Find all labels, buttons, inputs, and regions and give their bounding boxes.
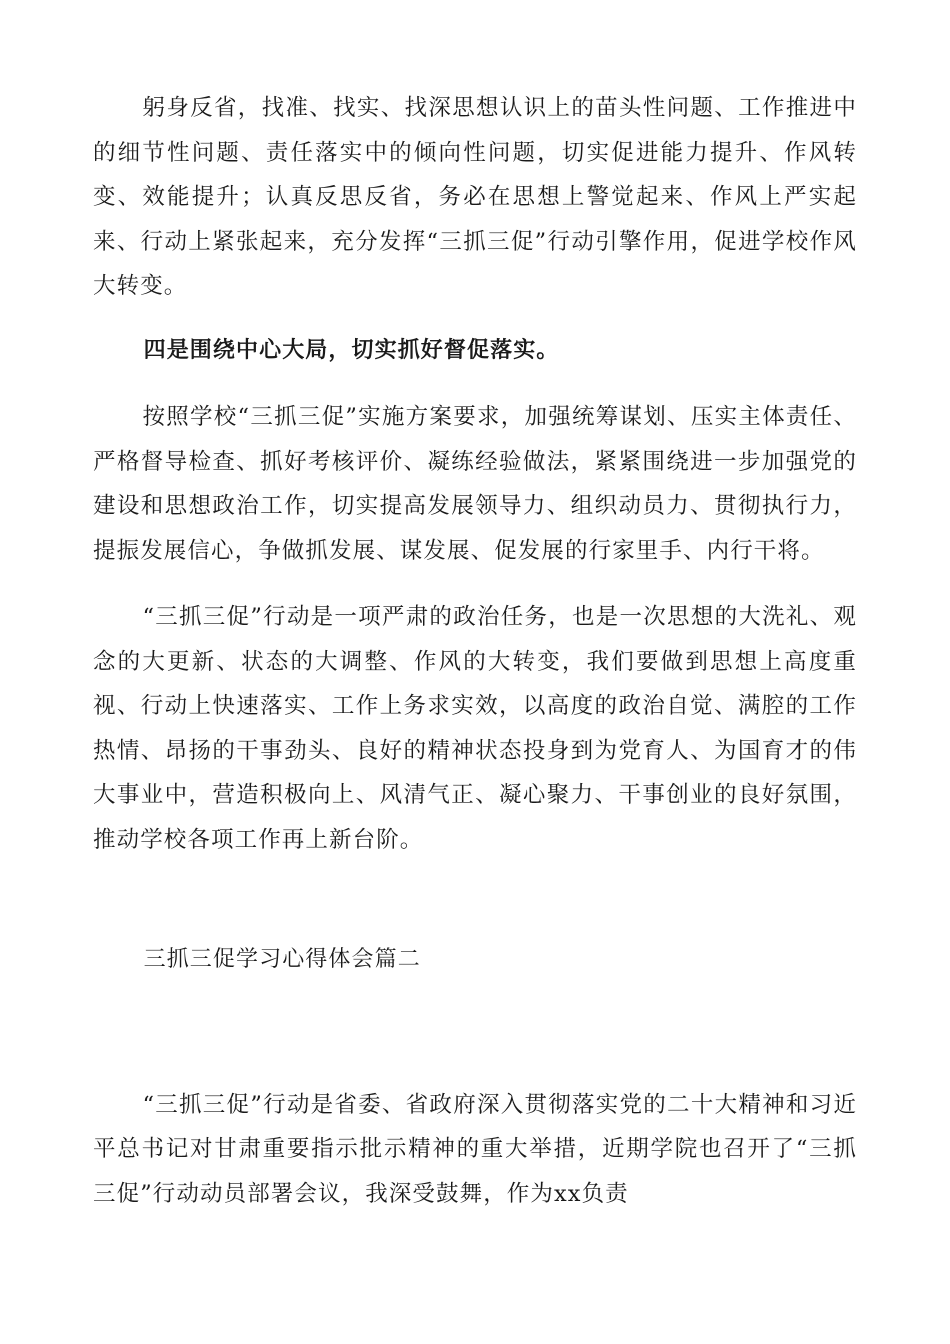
paragraph: 躬身反省，找准、找实、找深思想认识上的苗头性问题、工作推进中的细节性问题、责任落实中的倾向性问题，切实促进能力提升、作风转变、效能提升；认真反思反省，务必在思想上警觉起来、作风上严实起来、行动上紧张起来，充分发挥“三抓三促”行动引擎作用，促进学校作风大转变。 xyxy=(93,95,857,299)
paragraph: “三抓三促”行动是省委、省政府深入贯彻落实党的二十大精神和习近平总书记对甘肃重要指示批示精神的重大举措，近期学院也召开了“三抓三促”行动动员部署会议，我深受鼓舞，作为xx负责 xyxy=(93,1091,857,1207)
paragraph: 按照学校“三抓三促”实施方案要求，加强统筹谋划、压实主体责任、严格督导检查、抓好考核评价、凝练经验做法，紧紧围绕进一步加强党的建设和思想政治工作，切实提高发展领导力、组织动员力、贯彻执行力，提振发展信心，争做抓发展、谋发展、促发展的行家里手、内行干将。 xyxy=(93,404,857,564)
section-heading: 四是围绕中心大局，切实抓好督促落实。 xyxy=(143,337,560,363)
article-title: 三抓三促学习心得体会篇二 xyxy=(143,947,421,972)
document-body xyxy=(93,86,857,1216)
paragraph: “三抓三促”行动是一项严肃的政治任务，也是一次思想的大洗礼、观念的大更新、状态的大调整、作风的大转变，我们要做到思想上高度重视、行动上快速落实、工作上务求实效，以高度的政治自觉、满腔的工作热情、昂扬的干事劲头、良好的精神状态投身到为党育人、为国育才的伟大事业中，营造积极向上、风清气正、凝心聚力、干事创业的良好氛围，推动学校各项工作再上新台阶。 xyxy=(93,604,857,853)
